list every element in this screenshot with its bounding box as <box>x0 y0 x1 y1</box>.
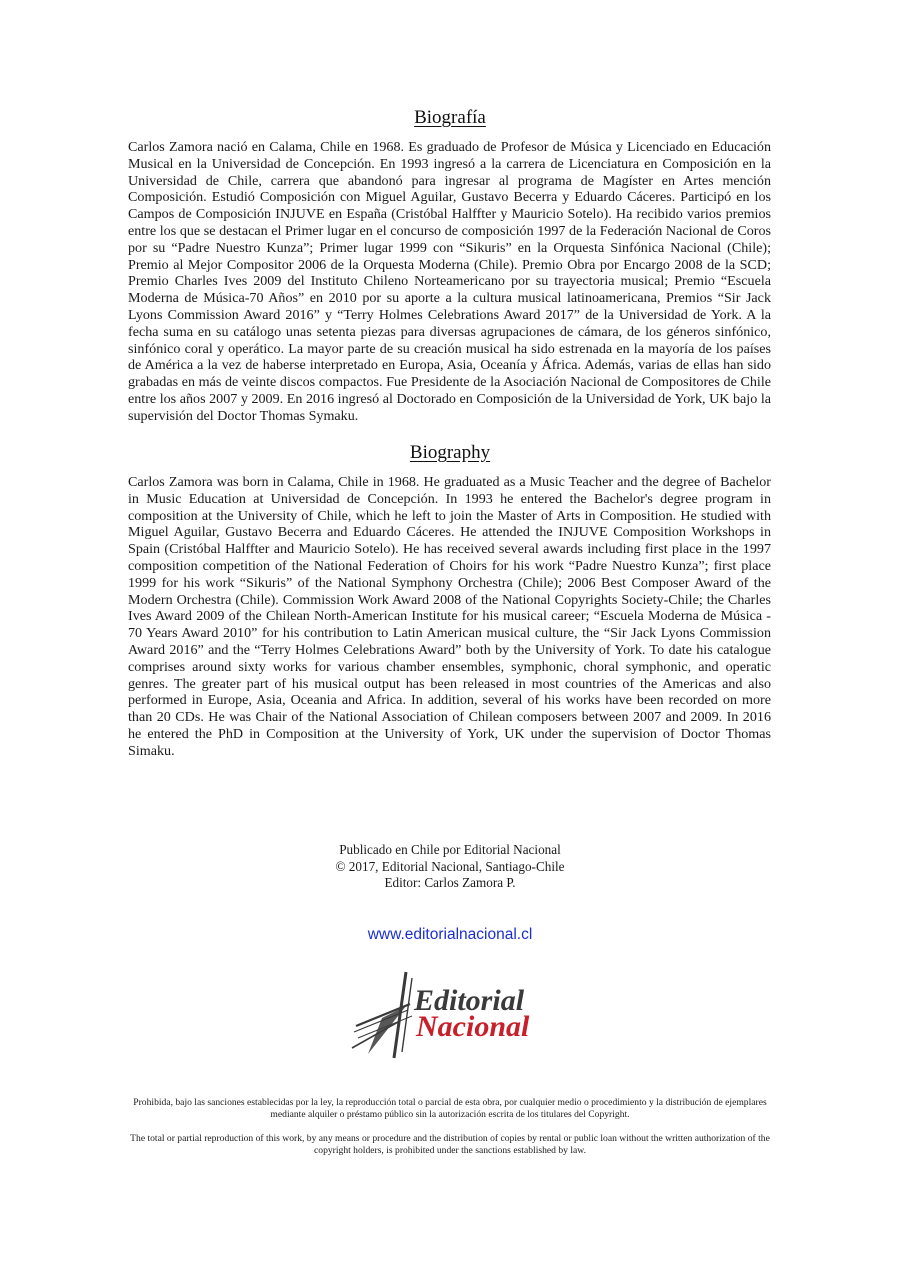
imprint-block <box>0 842 900 892</box>
english-heading: Biography <box>409 442 491 463</box>
editor-line: Editor: Carlos Zamora P. <box>384 875 516 890</box>
legal-notice-english: The total or partial reproduction of this work, by any means or procedure and the distribution of copies by rental or public loan without the written authorization of the copyright holders, is prohibited under the sanctions established by law. <box>130 1133 770 1156</box>
copyright-line: © 2017, Editorial Nacional, Santiago-Chile <box>335 858 565 874</box>
website-link[interactable]: www.editorialnacional.cl <box>367 926 533 943</box>
english-biography: Carlos Zamora was born in Calama, Chile in 1968. He graduated as a Music Teacher and the degree of Bachelor in Music Education at Universidad de Concepción. In 1993 he entered the Bachelor's degree program in composition at the University of Chile, which he left to join the Master of Arts in Composition. He studied with Miguel Aguilar, Gustavo Becerra and Eduardo Cáceres. He attended the INJUVE Composition Workshops in Spain (Cristóbal Halffter and Mauricio Sotelo). He has received several awards including first place in the 1997 composition competition of the National Federation of Choirs for his work “Padre Nuestro Kunza”; first place 1999 for his work “Sikuris” of the National Symphony Orchestra (Chile); 2006 Best Composer Award of the Modern Orchestra (Chile). Commission Work Award 2008 of the National Copyrights Society-Chile; the Charles Ives Award 2009 of the Chilean North-American Institute for his musical career; “Escuela Moderna de Música - 70 Years Award 2010” for his contribution to Latin American musical culture, the “Sir Jack Lyons Commission Award 2016” and the “Terry Holmes Celebrations Award” both by the University of York. To date his catalogue comprises around sixty works for various chamber ensembles, symphonic, choral symphonic, and operatic genres. The greater part of his musical output has been released in most countries of the Americas and also performed in Europe, Asia, Oceania and Africa. In addition, several of his works have been recorded on more than 20 CDs. He was Chair of the National Association of Chilean composers between 2007 and 2009. In 2016 he entered the PhD in Composition at the University of York, UK under the supervision of Doctor Thomas Simaku. <box>128 474 771 759</box>
editorial-nacional-logo <box>348 966 548 1066</box>
logo-text-editorial: Editorial <box>414 984 525 1017</box>
spanish-heading: Biografía <box>414 107 486 128</box>
logo-mark-icon <box>352 972 412 1058</box>
legal-notice-spanish: Prohibida, bajo las sanciones establecidas por la ley, la reproducción total o parcial de esta obra, por cualquier medio o procedimiento y la distribución de ejemplares mediante alquiler o préstamo público sin la autorización escrita de los titulares del Copyright. <box>133 1097 767 1120</box>
published-line: Publicado en Chile por Editorial Nacional <box>339 842 561 857</box>
spanish-biography: Carlos Zamora nació en Calama, Chile en 1968. Es graduado de Profesor de Música y Licenciado en Educación Musical en la Universidad de Concepción. En 1993 ingresó a la carrera de Licenciatura en Composición en la Universidad de Chile, carrera que abandonó para ingresar al programa de Magíster en Artes mención Composición. Estudió Composición con Miguel Aguilar, Gustavo Becerra y Eduardo Cáceres. Participó en los Campos de Composición INJUVE en España (Cristóbal Halffter y Mauricio Sotelo). Ha recibido varios premios entre los que se destacan el Primer lugar en el concurso de composición 1997 de la Federación Nacional de Coros por su “Padre Nuestro Kunza”; Primer lugar 1999 con “Sikuris” en la Orquesta Sinfónica Nacional (Chile); Premio al Mejor Compositor 2006 de la Orquesta Moderna (Chile). Premio Obra por Encargo 2008 de la SCD; Premio Charles Ives 2009 del Instituto Chileno Norteamericano por su trayectoria musical; Premio “Escuela Moderna de Música-70 Años” en 2010 por su aporte a la cultura musical latinoamericana, Premios “Sir Jack Lyons Commission Award 2016” y “Terry Holmes Celebrations Award 2017” de la Universidad de York. A la fecha suma en su catálogo unas setenta piezas para diversas agrupaciones de cámara, de los géneros sinfónico, sinfónico coral y operático. La mayor parte de su creación musical ha sido estrenada en la mayoría de los países de América a la vez de haberse interpretado en Europa, Asia, Oceanía y África. Además, varias de ellas han sido grabadas en más de veinte discos compactos. Fue Presidente de la Asociación Nacional de Compositores de Chile entre los años 2007 y 2009. En 2016 ingresó al Doctorado en Composición de la Universidad de York, UK bajo la supervisión del Doctor Thomas Symaku. <box>128 139 771 424</box>
logo-text-nacional: Nacional <box>416 1010 530 1043</box>
